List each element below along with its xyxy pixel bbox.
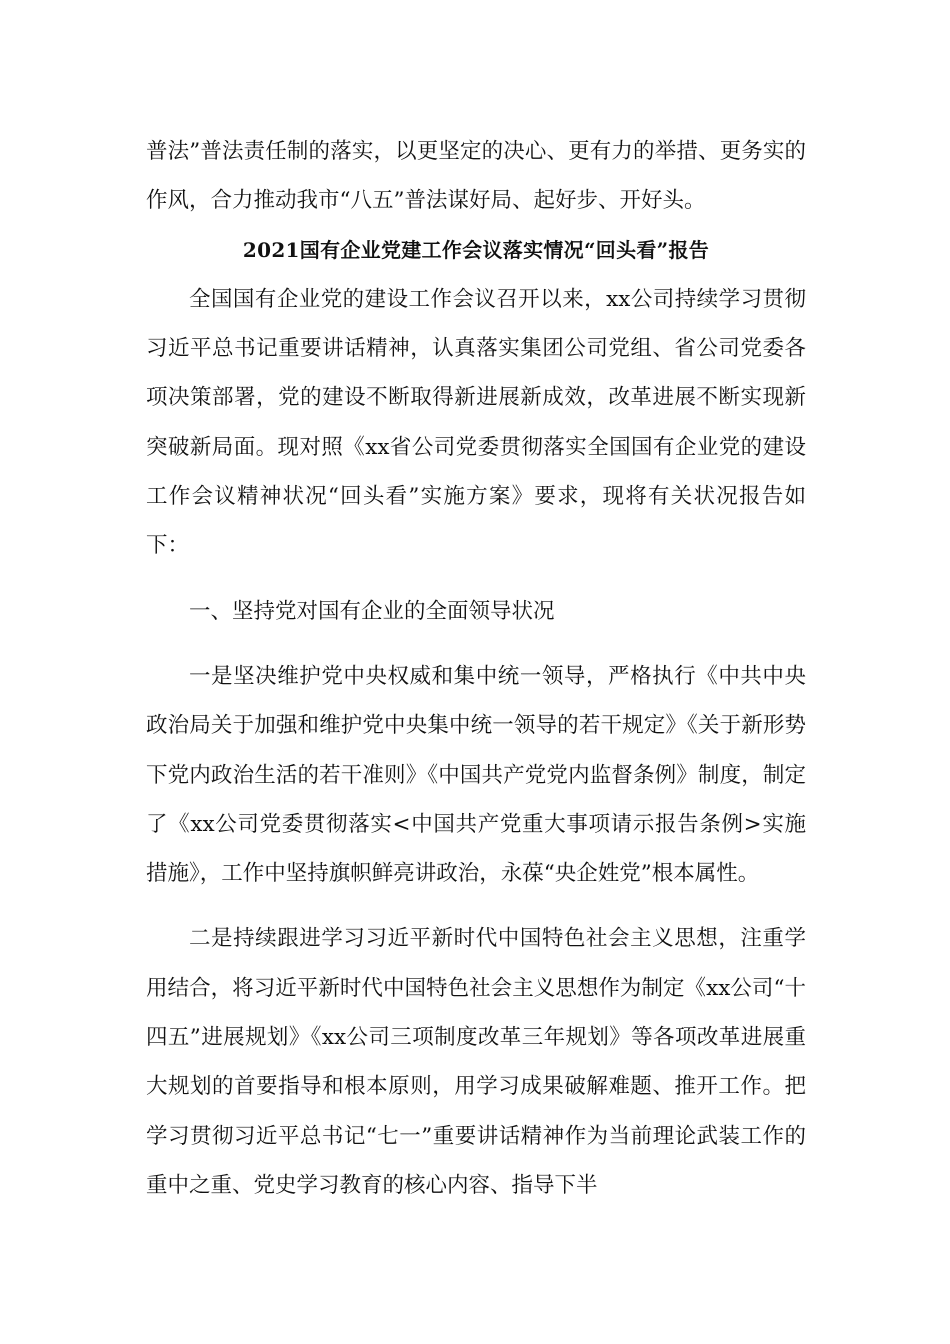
section-heading-1: 一、坚持党对国有企业的全面领导状况 [189, 598, 555, 624]
paragraph-overview: 全国国有企业党的建设工作会议召开以来，xx公司持续学习贯彻习近平总书记重要讲话精神，认真落实集团公司党组、省公司党委各项决策部署，党的建设不断取得新进展新成效，改革进展不断实现新突破新局面。现对照《xx省公司党委贯彻落实全国国有企业党的建设工作会议精神状况“回头看”实施方案》要求，现将有关状况报告如下： [146, 286, 806, 559]
paragraph-intro-tail: 普法”普法责任制的落实，以更坚定的决心、更有力的举措、更务实的作风，合力推动我市“八五”普法谋好局、起好步、开好头。 [146, 139, 806, 214]
paragraph-gap [146, 898, 806, 914]
paragraph-gap [146, 636, 806, 652]
paragraph-item-2: 二是持续跟进学习习近平新时代中国特色社会主义思想，注重学用结合，将习近平新时代中国特色社会主义思想作为制定《xx公司“十四五”进展规划》《xx公司三项制度改革三年规划》等各项改革进展重大规划的首要指导和根本原则，用学习成果破解难题、推开工作。把学习贯彻习近平总书记“七一”重要讲话精神作为当前理论武装工作的重中之重、党史学习教育的核心内容、指导下半 [146, 926, 806, 1198]
document-body [146, 127, 806, 1210]
paragraph-item-1: 一是坚决维护党中央权威和集中统一领导，严格执行《中共中央政治局关于加强和维护党中央集中统一领导的若干规定》《关于新形势下党内政治生活的若干准则》《中国共产党党内监督条例》制度，制定了《xx公司党委贯彻落实<中国共产党重大事项请示报告条例>实施措施》，工作中坚持旗帜鲜亮讲政治，永葆“央企姓党”根本属性。 [146, 663, 806, 887]
paragraph-gap [146, 571, 806, 587]
document-title: 2021国有企业党建工作会议落实情况“回头看”报告 [242, 237, 710, 262]
